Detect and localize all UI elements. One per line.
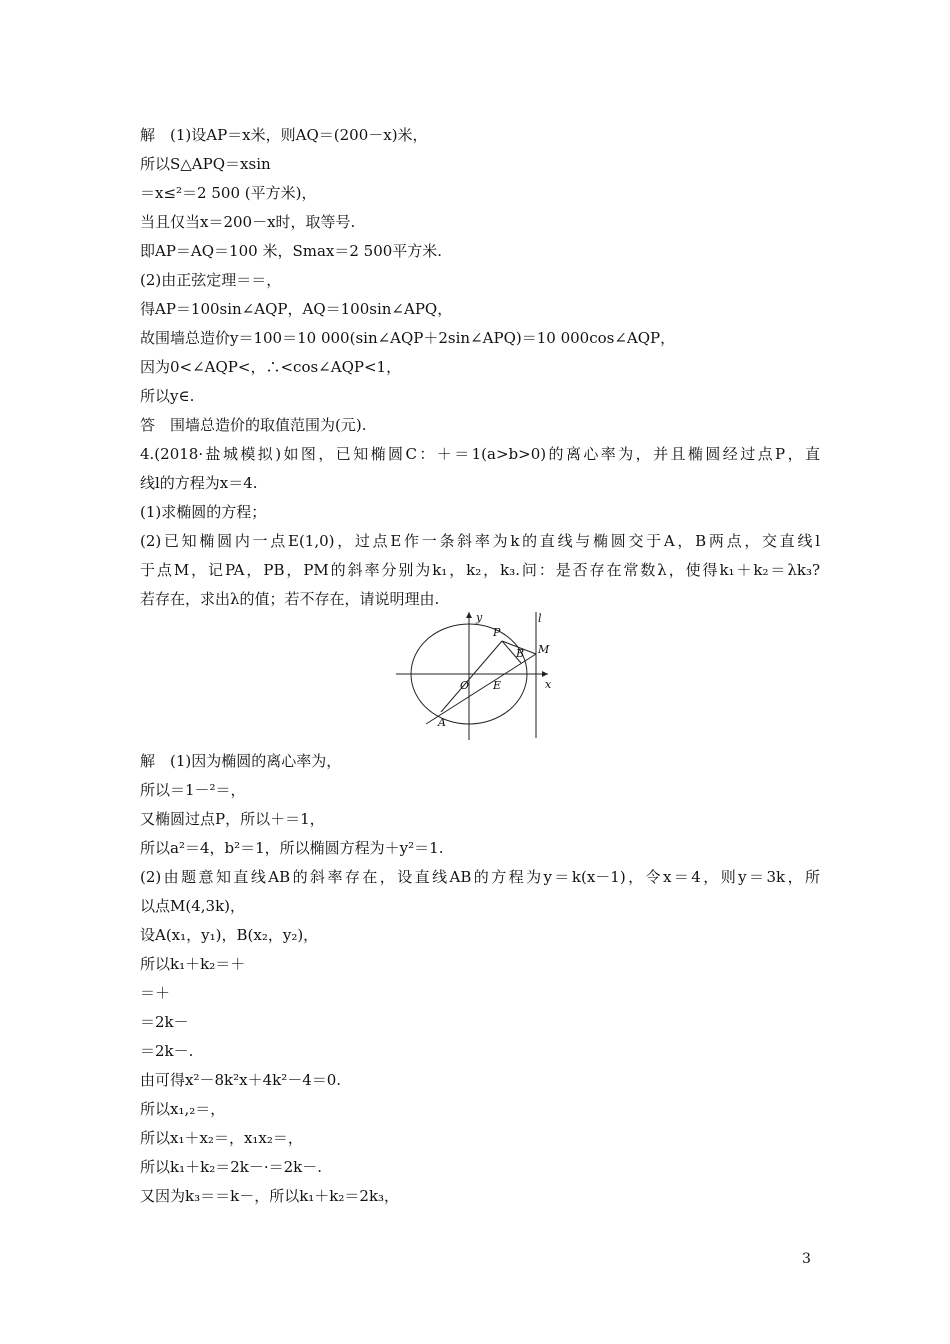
page-number: 3 (802, 1251, 811, 1267)
text-line: 由可得x²－8k²x＋4k²－4＝0. (140, 1071, 342, 1089)
label-M: M (538, 643, 550, 656)
text-line: 以点M(4,3k)， (140, 897, 246, 915)
text-line: ＝＋ (140, 984, 171, 1002)
text-line: 又因为k₃＝＝k－，所以k₁＋k₂＝2k₃， (140, 1187, 400, 1205)
segment-PA (441, 641, 502, 712)
text-line: 因为0<∠AQP<，∴<cos∠AQP<1， (140, 358, 402, 376)
y-arrow (466, 612, 472, 618)
text-line: 所以y∈. (140, 387, 195, 405)
text-line: ＝2k－ (140, 1013, 189, 1031)
text-line: 于点M，记PA，PB，PM的斜率分别为k₁，k₂，k₃.问：是否存在常数λ，使得k₁＋k₂＝λk₃? (140, 561, 820, 579)
text-line: 解 (1)因为椭圆的离心率为， (140, 752, 342, 770)
text-line: 设A(x₁，y₁)，B(x₂，y₂)， (140, 926, 319, 944)
text-line: (1)求椭圆的方程； (140, 503, 267, 521)
text-line: 4.(2018·盐城模拟)如图，已知椭圆C：＋＝1(a>b>0)的离心率为，并且椭圆经过点P，直 (140, 445, 820, 463)
text-line: 所以＝1－²＝， (140, 781, 246, 799)
label-P: P (493, 626, 501, 639)
label-y: y (476, 611, 483, 624)
text-line: 所以k₁＋k₂＝2k－·＝2k－. (140, 1158, 323, 1176)
text-line: 所以x₁,₂＝， (140, 1100, 226, 1118)
x-arrow (542, 671, 548, 677)
text-line: 答 围墙总造价的取值范围为(元). (140, 416, 367, 434)
label-E: E (493, 679, 502, 692)
text-line: 解 (1)设AP＝x米，则AQ＝(200－x)米， (140, 126, 428, 144)
text-line: 当且仅当x＝200－x时，取等号. (140, 213, 356, 231)
text-line: 故围墙总造价y＝100＝10 000(sin∠AQP＋2sin∠APQ)＝10 000cos∠AQP， (140, 329, 676, 347)
text-line: 又椭圆过点P，所以＋＝1， (140, 810, 325, 828)
ellipse-figure (396, 608, 556, 742)
line-AM (426, 654, 536, 724)
label-l: l (538, 612, 542, 625)
text-line: 得AP＝100sin∠AQP，AQ＝100sin∠APQ， (140, 300, 453, 318)
text-line: 所以S△APQ＝xsin (140, 155, 271, 173)
text-line: (2)由正弦定理＝＝， (140, 271, 282, 289)
text-line: 所以a²＝4，b²＝1，所以椭圆方程为＋y²＝1. (140, 839, 444, 857)
text-line: (2)已知椭圆内一点E(1,0)，过点E作一条斜率为k的直线与椭圆交于A，B两点，交直线l (140, 532, 820, 550)
text-line: 即AP＝AQ＝100 米，Smax＝2 500平方米. (140, 242, 443, 260)
label-x: x (545, 678, 552, 691)
label-O: O (460, 679, 470, 692)
text-line: ＝2k－. (140, 1042, 194, 1060)
text-line: 所以x₁＋x₂＝，x₁x₂＝， (140, 1129, 303, 1147)
label-A: A (438, 716, 446, 729)
text-line: 线l的方程为x＝4. (140, 474, 258, 492)
text-line: 若存在，求出λ的值；若不存在，请说明理由. (140, 590, 440, 608)
text-line: ＝x≤²＝2 500 (平方米)， (140, 184, 317, 202)
label-B: B (516, 647, 525, 660)
text-line: 所以k₁＋k₂＝＋ (140, 955, 246, 973)
text-line: (2)由题意知直线AB的斜率存在，设直线AB的方程为y＝k(x－1)，令x＝4，则y＝3k，所 (140, 868, 820, 886)
